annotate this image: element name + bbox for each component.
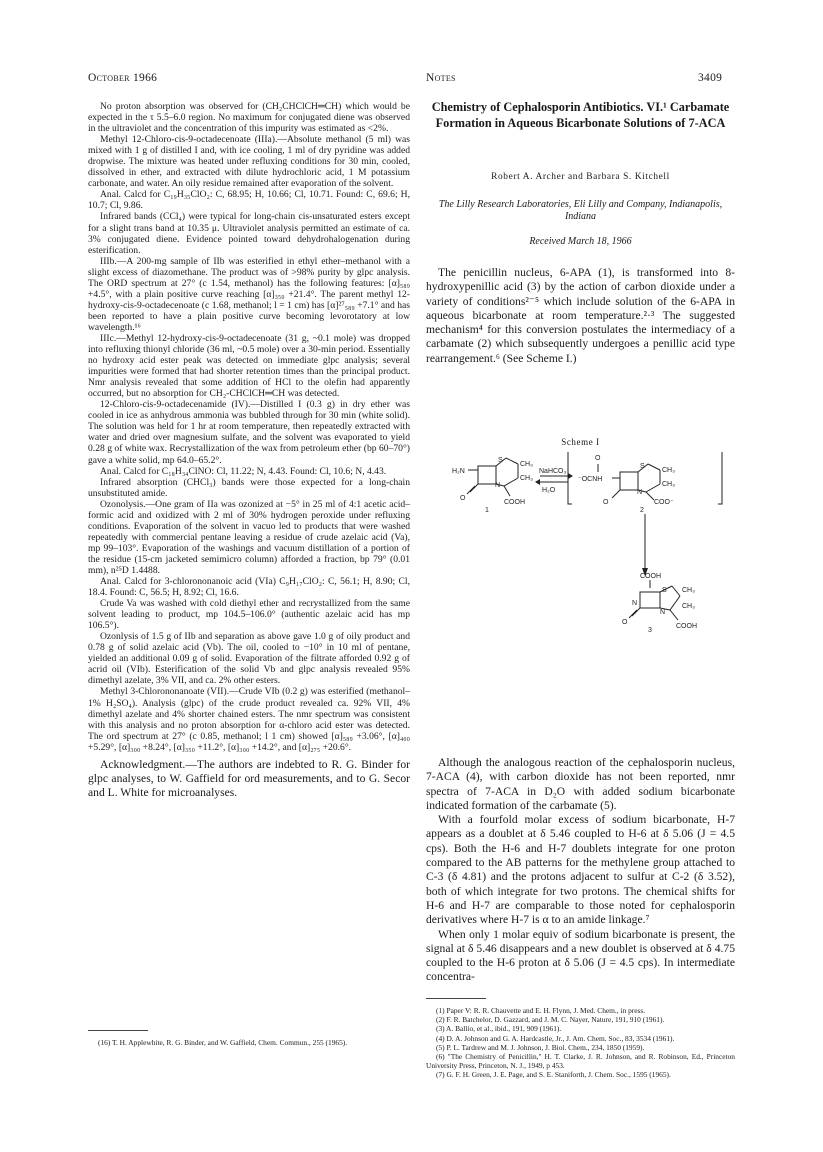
reference-item: (2) F. R. Batchelor, D. Gazzard, and J. M. C. Nayer, Nature, 191, 910 (1961). <box>436 1015 665 1025</box>
scheme-atom-coo: COO⁻ <box>654 499 674 506</box>
reference-item: (6) "The Chemistry of Penicillin," H. T. Clarke, J. R. Johnson, and R. Robinson, Ed., Princeton University Press, Princeton, N. J., 1949, p 453. <box>426 1052 735 1071</box>
left-paragraph: Ozonolysis.—One gram of IIa was ozonized at −5° in 25 ml of 4:1 acetic acid–formic acid and oxidized with 2 ml of 30% hydrogen peroxide under refluxing conditions. Evaporation of the solvent in vacuo led to products that were washed repeatedly with commercial pentane leaving a residue of crude azelaic acid (Va), mp 99–103°. Evaporation of the washings and vacuum distillation of a portion of the residue (15-cm jacketed semimicro column) afforded a fraction, bp 79° (0.01 mm), n²⁵D 1.4488. <box>88 498 410 576</box>
page-number: 3409 <box>698 72 723 84</box>
affiliation: The Lilly Research Laboratories, Eli Lilly and Company, Indianapolis, Indiana <box>438 199 723 222</box>
scheme-reagent: NaHCO₃ <box>539 468 567 475</box>
scheme-atom-cooh: COOH <box>676 623 697 630</box>
scheme-atom-ch3: CH₃ <box>520 475 533 482</box>
scheme-atom-o: O <box>460 495 466 502</box>
right-paragraph: With a fourfold molar excess of sodium bicarbonate, H-7 appears as a doublet at δ 5.46 coupled to H-6 at δ 5.06 (J = 4.5 cps). Both the H-6 and H-7 doublets integrate for one proton compared to the AB patterns for the methylene group attached to C-3 (δ 4.81) and the protons adjacent to sulfur at C-2 (δ 3.52), both of which integrate for two protons. The chemical shifts for H-6 and H-7 are comparable to those noted for cephalosporin derivatives where H-7 is α to an amide linkage.⁷ <box>426 813 735 927</box>
article-title: Chemistry of Cephalosporin Antibiotics. VI.¹ Carbamate Formation in Aqueous Bicarbonate Solutions of 7-ACA <box>431 100 730 130</box>
running-header-date: October 1966 <box>88 72 158 84</box>
left-paragraph: 12-Chloro-cis-9-octadecenamide (IV).—Distilled I (0.3 g) in dry ether was cooled in ice as anhydrous ammonia was bubbled through for 30 min (white solid). The solution was held for 1 hr at room temperature, then repeatedly extracted with water and dried over magnesium sulfate, and the solvent was evaporated to yield 0.28 g of white wax. Recrystallization of the wax from petroleum ether (bp 60–70°) gave a white solid, mp 64.0–65.2°. <box>88 399 410 466</box>
right-intro <box>426 266 735 366</box>
scheme-atom-n: N <box>632 600 638 607</box>
received-date: Received March 18, 1966 <box>529 236 632 247</box>
right-body <box>426 756 735 985</box>
left-paragraph: Ozonlysis of 1.5 g of IIb and separation as above gave 1.0 g of oily product and 0.78 g of solid azelaic acid (Vb). The oil, cooled to −10° in 10 ml of pentane, yielded an additional 0.09 g of solid. Evaporation of the filtrate afforded 0.92 g of acrid oil (VIb). Esterification of the solid Vb and glpc analysis revealed 95% dimethyl azelate, 3% VII, and ca. 2% other esters. <box>88 631 410 687</box>
left-paragraph: Methyl 3-Chlorononanoate (VII).—Crude VIb (0.2 g) was esterified (methanol–1% H₂SO₄). Analysis (glpc) of the crude product revealed ca. 92% VII, 4% dimethyl azelate and 4% shorter chained esters. The nmr spectrum was consistent with this analysis and no proton absorption for α-chloro acid ester was detected. The ord spectrum at 27° (c 0.85, methanol; l 1 cm) showed [α]₅₈₉ +3.06°, [α]₄₀₀ +5.29°, [α]₃₀₀ +8.24°, [α]₃₅₀ +11.2°, [α]₃₀₀ +14.2°, and [α]₂₇₅ +20.6°. <box>88 686 410 753</box>
reference-item: (3) A. Ballio, et al., ibid., 191, 909 (1961). <box>436 1024 562 1034</box>
scheme-diagram <box>440 452 730 637</box>
reference-item: (1) Paper V: R. R. Chauvette and E. H. Flynn, J. Med. Chem., in press. <box>436 1006 646 1015</box>
right-paragraph: The penicillin nucleus, 6-APA (1), is transformed into 8-hydroxypenillic acid (3) by the action of carbon dioxide under a variety of conditions²⁻⁵ which include solution of the 6-APA in aqueous bicarbonate at room temperature.²·³ The suggested mechanism⁴ for this conversion postulates the intermediacy of a carbamate (2) which subsequently undergoes a penillic acid type rearrangement.⁶ (See Scheme I.) <box>426 266 735 365</box>
scheme-atom-o: O <box>603 499 609 506</box>
scheme-atom-ch3: CH₃ <box>662 481 675 488</box>
left-paragraph: No proton absorption was observed for (CH₂CHClCH═CH) which would be expected in the τ 5.5–6.0 region. No maximum for conjugated diene was observed in the ultraviolet and the concentration of this impurity was estimated as <2%. <box>88 101 410 135</box>
acknowledgment: Acknowledgment.—The authors are indebted to R. G. Binder for glpc analyses, to W. Gaffield for ord measurements, and to G. Secor and L. White for microanalyses. <box>88 757 410 800</box>
left-paragraph: Methyl 12-Chloro-cis-9-octadecenoate (IIIa).—Absolute methanol (5 ml) was mixed with 1 g of distilled I and, with ice cooling, 1 ml of dry pyridine was added dropwise. The mixture was heated under refluxing conditions for 30 min, cooled, dissolved in ether, and extracted with dilute hydrochloric acid, 1 M potassium carbonate, and water. An oily residue remained after evaporation of the solvent. <box>88 134 410 190</box>
left-paragraph: Infrared absorption (CHCl₃) bands were those expected for a long-chain unsubstituted amide. <box>88 476 410 499</box>
reference-item: (4) D. A. Johnson and G. A. Hardcastle, Jr., J. Am. Chem. Soc., 83, 3534 (1961). <box>436 1033 675 1043</box>
left-column <box>88 101 410 801</box>
scheme-atom-cooh: COOH <box>640 573 661 580</box>
left-paragraph: Crude Va was washed with cold diethyl ether and recrystallized from the same solvent leading to product, mp 104.5–106.0° (authentic azelaic acid has mp 106.5°). <box>88 598 410 632</box>
scheme-atom-ch3: CH₃ <box>682 603 695 610</box>
scheme-atom-ch3: CH₃ <box>520 461 533 468</box>
left-paragraph: Anal. Calcd for C₁₈H₃₄ClNO: Cl, 11.22; N, 4.43. Found: Cl, 10.6; N, 4.43. <box>100 465 387 477</box>
scheme-atom-cooh: COOH <box>504 499 525 506</box>
scheme-atom-s: S <box>662 587 667 594</box>
left-paragraph: IIIb.—A 200-mg sample of IIb was esterified in ethyl ether–methanol with a slight excess of diazomethane. The product was of >98% purity by glpc analysis. The ORD spectrum at 27° (c 1.54, methanol) has the following features: [α]₅₈₉ +4.5°, with a plain positive curve reaching [α]₃₅₀ +21.4°. The parent methyl 12-hydroxy-cis-9-octadecenoate (c 1.68, methanol; l = 1 cm) has [α]²⁷₅₈₉ +7.1° and has been reported to have a plain positive curve becoming levorotatory at low wavelength.¹⁶ <box>88 255 410 333</box>
compound-label-2: 2 <box>640 507 644 514</box>
reference-item: (7) G. F. H. Green, J. E. Page, and S. E. Staniforth, J. Chem. Soc., 1595 (1965). <box>436 1070 671 1080</box>
scheme-atom-o: O <box>622 619 628 626</box>
compound-label-3: 3 <box>648 627 652 634</box>
footnote-16: (16) T. H. Applewhite, R. G. Binder, and W. Gaffield, Chem. Commun., 255 (1965). <box>98 1038 348 1047</box>
references-rule <box>426 998 486 999</box>
scheme-atom-h2n: H₂N <box>452 468 465 475</box>
right-paragraph: When only 1 molar equiv of sodium bicarbonate is present, the signal at δ 5.46 disappears and a new doublet is observed at δ 4.75 coupled to the H-6 proton at δ 5.06 (J = 4.5 cps). In intermediate concentra- <box>426 927 735 984</box>
left-paragraph: Infrared bands (CCl₄) were typical for long-chain cis-unsaturated esters except for a slight trans band at 10.35 μ. Ultraviolet analysis permitted an estimate of ca. 3% conjugated diene. Evidence pointed toward dehydrohalogenation during esterification. <box>88 211 410 256</box>
footnote-rule <box>88 1030 148 1031</box>
running-header-section: Notes <box>426 72 456 84</box>
authors: Robert A. Archer and Barbara S. Kitchell <box>491 172 670 182</box>
scheme-atom-n: N <box>660 609 666 616</box>
scheme-atom-ch3: CH₃ <box>662 467 675 474</box>
scheme-atom-n: N <box>495 482 501 489</box>
left-paragraph: Anal. Calcd for C₁₉H₃₅ClO₂: C, 68.95; H, 10.66; Cl, 10.71. Found: C, 69.6; H, 10.7; Cl, 9.86. <box>88 189 410 212</box>
scheme-atom-s: S <box>498 457 503 464</box>
references <box>426 1006 735 1080</box>
left-paragraph: Anal. Calcd for 3-chlorononanoic acid (VIa) C₉H₁₇ClO₂: C, 56.1; H, 8.90; Cl, 18.4. Found: C, 56.5; H, 8.92; Cl, 16.6. <box>88 576 410 599</box>
right-paragraph: Although the analogous reaction of the cephalosporin nucleus, 7-ACA (4), with carbon dioxide has not been reported, nmr spectra of 7-ACA in D₂O with added sodium bicarbonate indicated formation of the carbamate (5). <box>426 756 735 812</box>
scheme-atom-ocnh: ⁻OCNH <box>578 476 603 483</box>
compound-label-1: 1 <box>485 507 489 514</box>
reference-item: (5) P. L. Tardrew and M. J. Johnson, J. Biol. Chem., 234, 1850 (1959). <box>436 1042 645 1052</box>
scheme-atom-ch3: CH₃ <box>682 587 695 594</box>
scheme-carbamate-o: O <box>595 455 601 462</box>
scheme-label: Scheme I <box>561 437 600 447</box>
left-paragraph: IIIc.—Methyl 12-hydroxy-cis-9-octadecenoate (31 g, ~0.1 mole) was dropped into refluxing thionyl chloride (36 ml, ~0.5 mole) over a 30-min period. Essentially no hydroxy acid ester peak was detected on immediate glpc analysis; several impurities were formed that had shorter retention times than the principal product. Nmr analysis revealed that some addition of HCl to the olefin had apparently occurred, but no absorption for CH₂-CHClCH═CH was detected. <box>88 332 410 400</box>
scheme-atom-n: N <box>637 489 643 496</box>
scheme-atom-s: S <box>640 463 645 470</box>
scheme-water: H₂O <box>542 487 556 494</box>
